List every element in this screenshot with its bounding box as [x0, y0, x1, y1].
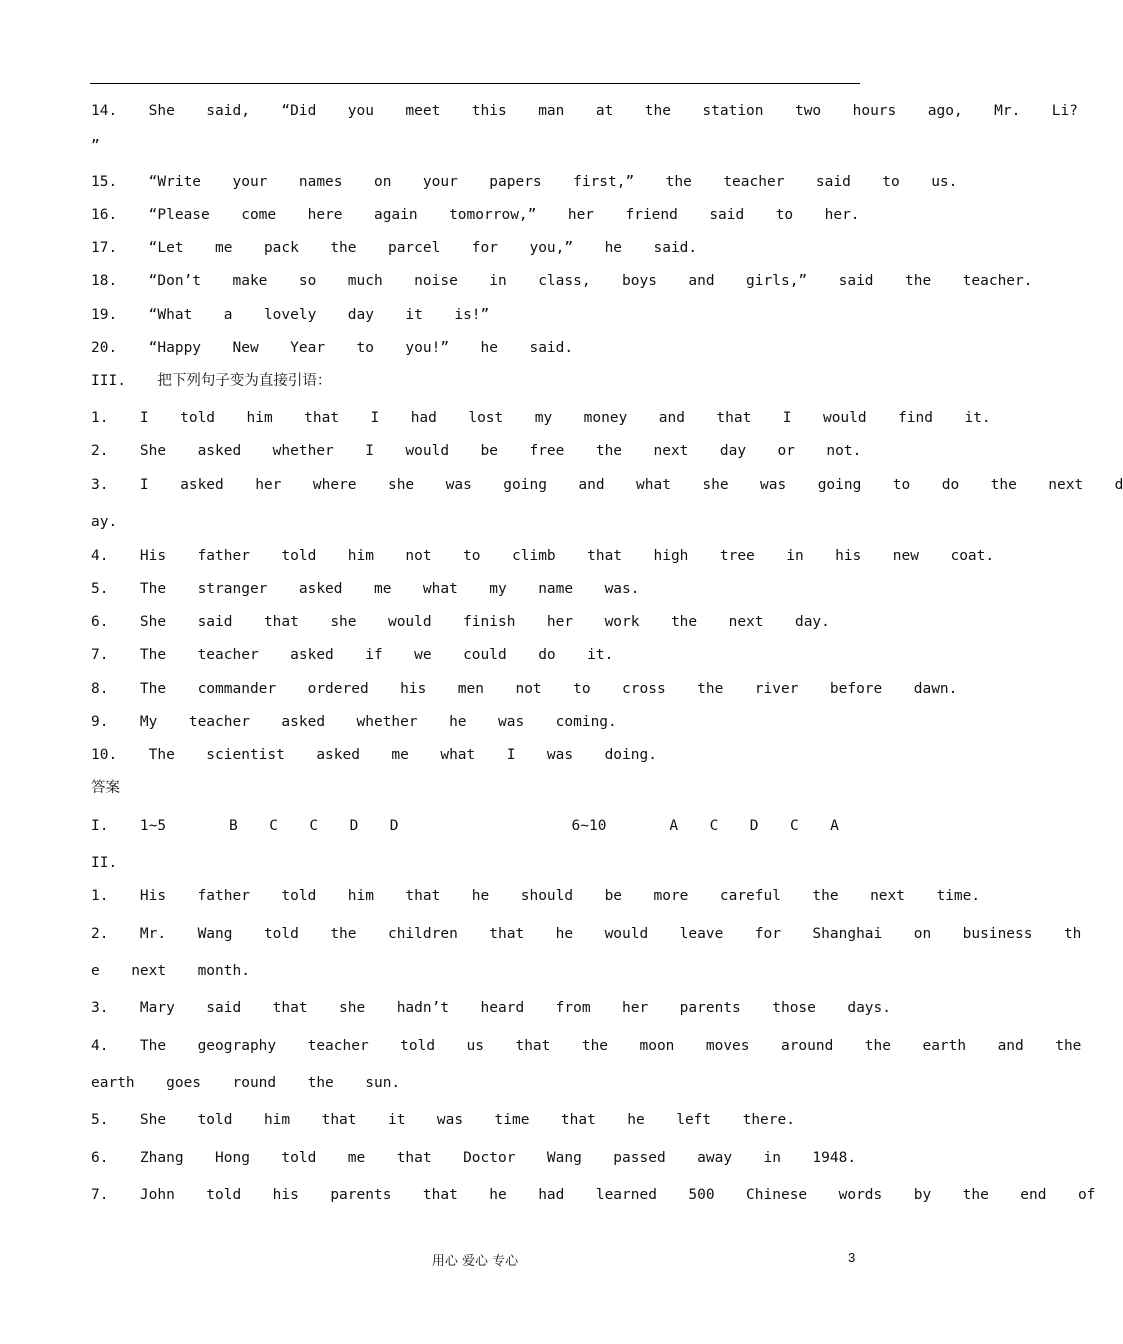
text-line: 18. “Don’t make so much noise in class, boys and girls,” said the teacher.	[91, 273, 1033, 289]
text-line: 15. “Write your names on your papers first,” the teacher said to us.	[91, 174, 958, 190]
text-line: 2. She asked whether I would be free the next day or not.	[91, 443, 862, 459]
text-line: earth goes round the sun.	[91, 1075, 401, 1091]
text-line: 7. The teacher asked if we could do it.	[91, 647, 614, 663]
page-number: 3	[848, 1250, 856, 1265]
text-line: 7. John told his parents that he had learned 500 Chinese words by the end of	[91, 1187, 1096, 1203]
text-line: ay.	[91, 514, 118, 530]
section-heading: II.	[91, 855, 118, 871]
text-line: e next month.	[91, 963, 250, 979]
text-line: 19. “What a lovely day it is!”	[91, 307, 490, 323]
header-rule	[90, 83, 860, 84]
text-line: 9. My teacher asked whether he was coming.	[91, 714, 617, 730]
text-line: 2. Mr. Wang told the children that he would leave for Shanghai on business th	[91, 926, 1082, 942]
text-line: 5. She told him that it was time that he left there.	[91, 1112, 795, 1128]
text-line: 14. She said, “Did you meet this man at the station two hours ago, Mr. Li?	[91, 103, 1078, 119]
text-line: 20. “Happy New Year to you!” he said.	[91, 340, 574, 356]
text-line: 4. His father told him not to climb that high tree in his new coat.	[91, 548, 995, 564]
text-line: 3. Mary said that she hadn’t heard from her parents those days.	[91, 1000, 892, 1016]
text-line: 10. The scientist asked me what I was doing.	[91, 747, 657, 763]
text-line: 6. Zhang Hong told me that Doctor Wang passed away in 1948.	[91, 1150, 857, 1166]
text-line: 3. I asked her where she was going and what she was going to do the next d	[91, 477, 1123, 493]
page-footer: 用心 爱心 专心	[431, 1254, 519, 1269]
text-line: 1. I told him that I had lost my money and that I would find it.	[91, 410, 991, 426]
section-heading: III. 把下列句子变为直接引语：	[91, 373, 332, 389]
text-line: ”	[91, 138, 100, 154]
text-line: 16. “Please come here again tomorrow,” her friend said to her.	[91, 207, 860, 223]
text-line: 8. The commander ordered his men not to cross the river before dawn.	[91, 681, 958, 697]
text-line: 17. “Let me pack the parcel for you,” he said.	[91, 240, 698, 256]
text-line: 1. His father told him that he should be more careful the next time.	[91, 888, 981, 904]
section-heading: 答案	[91, 780, 120, 796]
text-line: 5. The stranger asked me what my name was.	[91, 581, 640, 597]
answer-key-line: I. 1~5 B C C D D 6~10 A C D C A	[91, 818, 839, 834]
text-line: 6. She said that she would finish her work the next day.	[91, 614, 830, 630]
text-line: 4. The geography teacher told us that the moon moves around the earth and the	[91, 1038, 1082, 1054]
